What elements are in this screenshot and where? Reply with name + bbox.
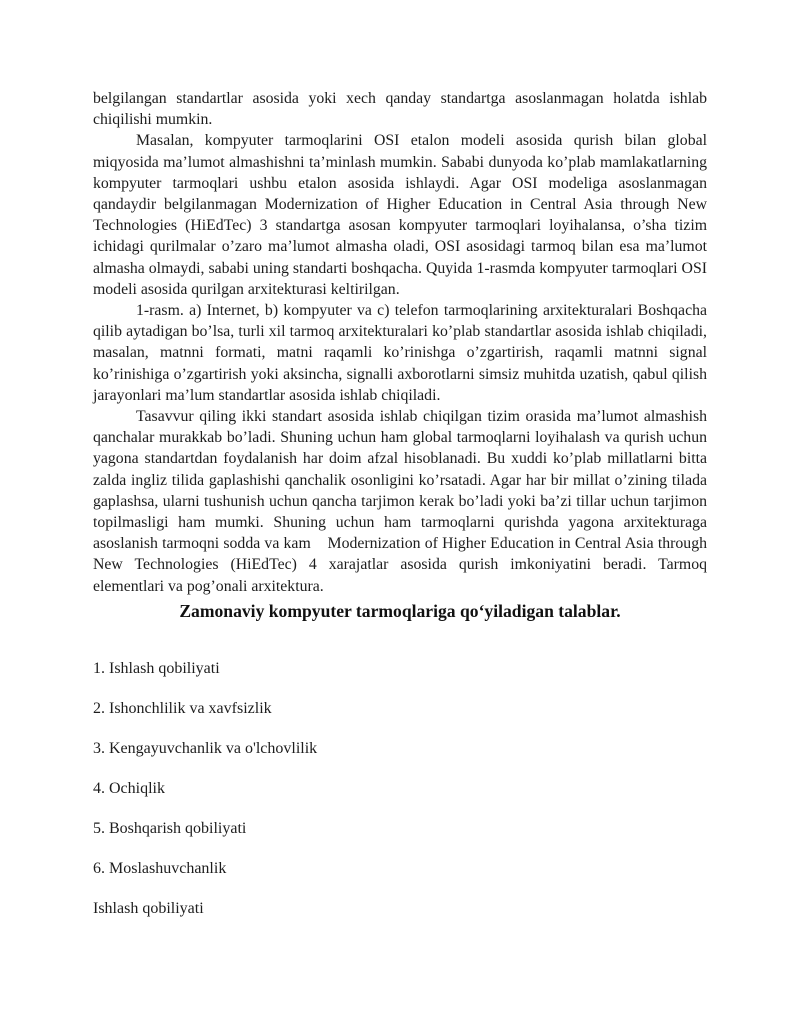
list-item-1: 1. Ishlash qobiliyati xyxy=(93,659,220,677)
list-item-2: 2. Ishonchlilik va xavfsizlik xyxy=(93,699,272,717)
page-content xyxy=(93,0,707,919)
section-heading: Zamonaviy kompyuter tarmoqlariga qo‘yiladigan talablar. xyxy=(179,600,621,621)
trailing-line: Ishlash qobiliyati xyxy=(93,899,204,917)
top-margin xyxy=(93,0,707,88)
requirements-list xyxy=(93,658,707,879)
body-paragraph-2: Masalan, kompyuter tarmoqlarini OSI etalon modeli asosida qurish bilan global miqyosida ma’lumot almashishni ta’minlash mumkin. Sababi dunyoda ko’plab mamlakatlarning kompyuter tarmoqlari ushbu etalon asosida ishlaydi. Agar OSI modeliga asoslanmagan qandaydir belgilanmagan Modernization of Higher Education in Central Asia through New Technologies (HiEdTec) 3 standartga asosan kompyuter tarmoqlari loyihalansa, o’sha tizim ichidagi qurilmalar o’zaro ma’lumot almasha oladi, OSI asosidagi tarmoq bilan esa ma’lumot almasha olmaydi, sababi uning standarti boshqacha. Quyida 1-rasmda kompyuter tarmoqlari OSI modeli asosida qurilgan arxitekturasi keltirilgan. xyxy=(93,132,707,298)
body-paragraph-3: 1-rasm. a) Internet, b) kompyuter va c) telefon tarmoqlarining arxitekturalari Boshqacha qilib aytadigan bo’lsa, turli xil tarmoq arxitekturalari ko’plab standartlar asosida ishlab chiqiladi, masalan, matnni formati, matni raqamli ko’rinishga o’zgartirish, raqamli matnni signal ko’rinishiga o’zgartirish yoki aksincha, signalli axborotlarni simsiz muhitda uzatish, qabul qilish jarayonlari ma’lum standartlar asosida ishlab chiqiladi. xyxy=(93,302,707,404)
list-item-6: 6. Moslashuvchanlik xyxy=(93,859,227,877)
list-item-5: 5. Boshqarish qobiliyati xyxy=(93,819,247,837)
list-item-3: 3. Kengayuvchanlik va o'lchovlilik xyxy=(93,739,318,757)
list-item-4: 4. Ochiqlik xyxy=(93,779,165,797)
body-paragraph-1: belgilangan standartlar asosida yoki xech qanday standartga asoslanmagan holatda ishlab chiqilishi mumkin. xyxy=(93,90,707,129)
body-paragraph-4: Tasavvur qiling ikki standart asosida ishlab chiqilgan tizim orasida ma’lumot almashish qanchalar murakkab bo’ladi. Shuning uchun ham global tarmoqlarni loyihalash va qurish uchun yagona standartdan foydalanish har doim afzal hisoblanadi. Bu xuddi ko’plab millatlarni bitta zalda ingliz tilida gaplashishi qanchalik osonligini ko’rsatadi. Agar har bir millat o’zining tilada gaplashsa, ularni tushunish uchun qancha tarjimon kerak bo’ladi yoki ba’zi tillar uchun tarjimon topilmasligi ham mumki. Shuning uchun ham tarmoqlarni qurishda yagona arxitekturaga asoslanish tarmoqni sodda va kam Modernization of Higher Education in Central Asia through New Technologies (HiEdTec) 4 xarajatlar asosida qurish imkoniyatini beradi. Tarmoq elementlari va pog’onali arxitektura. xyxy=(93,408,707,595)
